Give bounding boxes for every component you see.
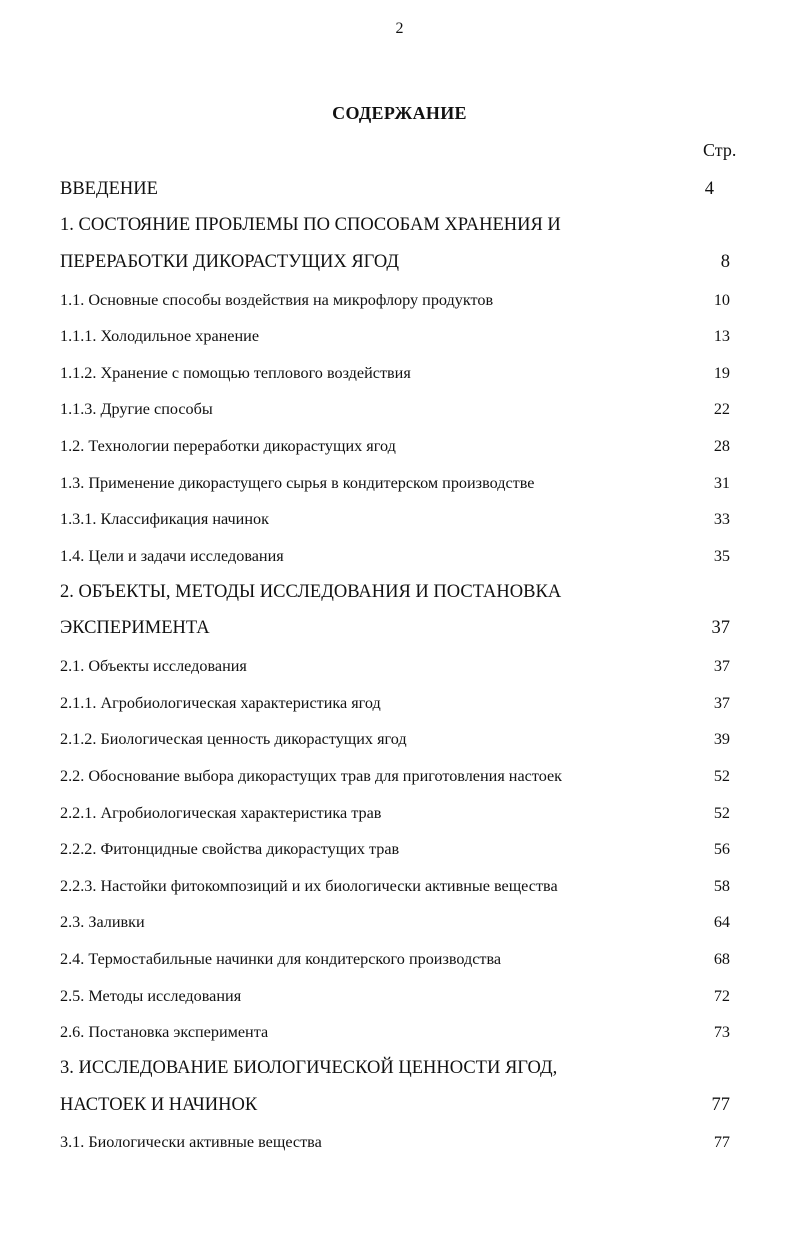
toc-entry-text: 3. ИССЛЕДОВАНИЕ БИОЛОГИЧЕСКОЙ ЦЕННОСТИ ЯГОД,	[60, 1058, 558, 1079]
toc-entry-text: 1.2. Технологии переработки дикорастущих ягод	[60, 437, 396, 456]
toc-entry	[60, 865, 740, 902]
toc-entry	[60, 938, 740, 975]
toc-entry-page: 77	[711, 1094, 730, 1115]
toc-entry-page: 22	[713, 400, 730, 419]
toc-entry-page: 56	[713, 840, 730, 859]
toc-entry-text: 1.4. Цели и задачи исследования	[60, 547, 284, 566]
page-number: 2	[395, 20, 404, 37]
toc-entry-text: ПЕРЕРАБОТКИ ДИКОРАСТУЩИХ ЯГОД	[60, 251, 399, 272]
toc-entry-text: 2.1. Объекты исследования	[60, 656, 247, 675]
toc-entry-text: 1.3. Применение дикорастущего сырья в кондитерском производстве	[60, 473, 535, 492]
toc-entry	[60, 1012, 740, 1049]
toc-entry	[60, 499, 740, 536]
toc-entry-page: 64	[713, 913, 730, 932]
toc-entry-text: 2.1.1. Агробиологическая характеристика ягод	[60, 693, 381, 712]
toc-entry-text: 1. СОСТОЯНИЕ ПРОБЛЕМЫ ПО СПОСОБАМ ХРАНЕНИЯ И	[60, 215, 561, 236]
toc-entry-text: 2.3. Заливки	[60, 913, 145, 932]
toc-entry-page: 33	[713, 510, 730, 529]
toc-entry-text: 1.3.1. Классификация начинок	[60, 510, 269, 529]
toc-entry	[60, 206, 740, 243]
toc-entry	[60, 719, 740, 756]
toc-entry-page: 19	[713, 363, 730, 382]
toc-entry-page: 31	[713, 473, 730, 492]
toc-entry-text: 1.1.3. Другие способы	[60, 400, 213, 419]
toc-entry	[60, 975, 740, 1012]
toc-entry-page: 35	[713, 547, 730, 566]
toc-entry-text: 2.6. Постановка эксперимента	[60, 1023, 269, 1042]
toc-entry-text: 3.1. Биологически активные вещества	[60, 1133, 322, 1152]
toc-title: СОДЕРЖАНИЕ	[332, 103, 467, 123]
table-of-contents	[60, 169, 740, 1158]
toc-entry-text: 2.2. Обоснование выбора дикорастущих трав для приготовления настоек	[60, 766, 563, 785]
toc-entry	[60, 1085, 740, 1122]
page-column-header: Стр.	[703, 140, 737, 160]
toc-entry-text: 2.2.1. Агробиологическая характеристика трав	[60, 803, 382, 822]
toc-entry-text: ЭКСПЕРИМЕНТА	[60, 618, 210, 639]
toc-entry-page: 10	[713, 290, 730, 309]
toc-entry	[60, 279, 740, 316]
toc-entry	[60, 572, 740, 609]
toc-entry-page: 39	[713, 730, 730, 749]
toc-entry-page: 4	[704, 178, 714, 199]
toc-entry	[60, 462, 740, 499]
toc-entry-text: 2.2.2. Фитонцидные свойства дикорастущих трав	[60, 840, 400, 859]
toc-entry	[60, 645, 740, 682]
toc-entry-page: 68	[713, 950, 730, 969]
toc-entry	[60, 389, 740, 426]
toc-entry-text: 2.5. Методы исследования	[60, 986, 242, 1005]
toc-entry	[60, 755, 740, 792]
toc-entry-text: 2. ОБЪЕКТЫ, МЕТОДЫ ИССЛЕДОВАНИЯ И ПОСТАНОВКА	[60, 581, 562, 602]
toc-entry-page: 37	[713, 656, 730, 675]
toc-entry-page: 8	[720, 251, 730, 272]
toc-entry-page: 52	[713, 766, 730, 785]
toc-entry	[60, 792, 740, 829]
toc-entry	[60, 316, 740, 353]
toc-entry	[60, 425, 740, 462]
toc-entry-text: 1.1. Основные способы воздействия на микрофлору продуктов	[60, 290, 494, 309]
toc-entry-page: 52	[713, 803, 730, 822]
toc-entry-page: 58	[713, 876, 730, 895]
toc-entry-text: НАСТОЕК И НАЧИНОК	[60, 1094, 258, 1115]
toc-entry-text: 2.1.2. Биологическая ценность дикорастущих ягод	[60, 730, 407, 749]
toc-entry	[60, 1122, 740, 1159]
toc-entry	[60, 535, 740, 572]
toc-entry-page: 37	[711, 618, 730, 639]
toc-entry	[60, 682, 740, 719]
toc-entry	[60, 352, 740, 389]
toc-entry-page: 73	[713, 1023, 730, 1042]
toc-entry-text: 2.4. Термостабильные начинки для кондитерского производства	[60, 950, 502, 969]
toc-entry-page: 28	[713, 437, 730, 456]
toc-entry-page: 72	[713, 986, 730, 1005]
toc-entry-page: 37	[713, 693, 730, 712]
toc-entry-page: 13	[713, 327, 730, 346]
toc-entry	[60, 242, 740, 279]
toc-entry	[60, 609, 740, 646]
toc-entry-text: 2.2.3. Настойки фитокомпозиций и их биологически активные вещества	[60, 876, 558, 895]
toc-entry	[60, 169, 740, 206]
toc-entry-text: 1.1.1. Холодильное хранение	[60, 327, 259, 346]
toc-entry	[60, 902, 740, 939]
toc-entry-text: 1.1.2. Хранение с помощью теплового воздействия	[60, 363, 411, 382]
toc-entry	[60, 829, 740, 866]
toc-entry-page: 77	[713, 1133, 730, 1152]
toc-entry	[60, 1048, 740, 1085]
toc-entry-text: ВВЕДЕНИЕ	[60, 178, 158, 199]
